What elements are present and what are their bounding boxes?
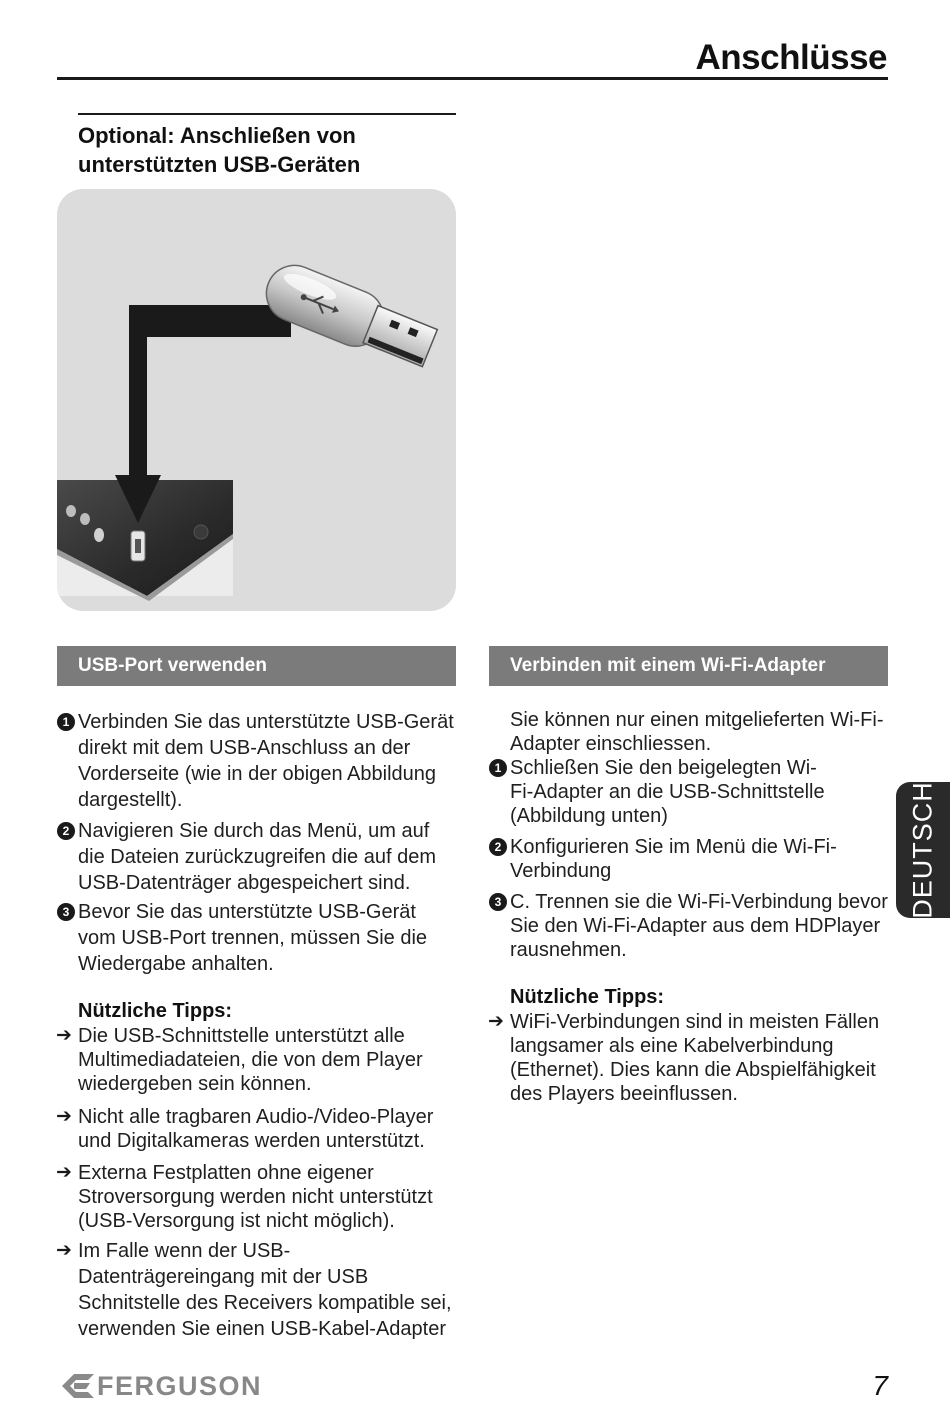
step-text-line: C. Trennen sie die Wi-Fi-Verbindung bevor: [510, 891, 888, 913]
list-item: [56, 1238, 458, 1342]
tip-text-line: und Digitalkameras werden unterstützt.: [78, 1130, 425, 1152]
intro-text-line: Sie können nur einen mitgelieferten Wi-Fi-: [510, 709, 884, 731]
step-text-line: die Dateien zurückzugreifen die auf dem: [78, 846, 436, 868]
usb-port-section-header: USB-Port verwenden: [57, 646, 456, 686]
tip-text-line: wiedergeben sein können.: [78, 1073, 312, 1095]
intro-text: [510, 708, 890, 756]
tip-text-line: (USB-Versorgung ist nicht möglich).: [78, 1210, 395, 1232]
step-text-line: Bevor Sie das unterstützte USB-Gerät: [78, 901, 416, 923]
list-item: [56, 1024, 458, 1096]
step-text-line: Wiedergabe anhalten.: [78, 953, 274, 975]
tip-text-line: verwenden Sie einen USB-Kabel-Adapter: [78, 1318, 446, 1340]
tip-text-line: Stroversorgung werden nicht unterstützt: [78, 1186, 433, 1208]
title-divider: [57, 77, 888, 80]
arrow-right-icon: ➔: [56, 1106, 72, 1127]
tip-text-line: Multimediadateien, die von dem Player: [78, 1049, 423, 1071]
step-text-line: rausnehmen.: [510, 939, 627, 961]
wifi-adapter-section-header: Verbinden mit einem Wi-Fi-Adapter: [489, 646, 888, 686]
tip-text-line: Nicht alle tragbaren Audio-/Video-Player: [78, 1106, 434, 1128]
section-divider: [78, 113, 456, 115]
tip-text-line: langsamer als eine Kabelverbindung: [510, 1035, 834, 1057]
step-text-line: direkt mit dem USB-Anschluss an der: [78, 737, 411, 759]
ferguson-logo-icon: [60, 1371, 96, 1401]
intro-text-line: Adapter einschliessen.: [510, 733, 712, 755]
language-tab-label: DEUTSCH: [907, 781, 938, 919]
step-number-badge: 3: [489, 893, 507, 911]
arrow-right-icon: ➔: [56, 1240, 72, 1261]
list-item: [62, 709, 458, 813]
tip-text-line: Externa Festplatten ohne eigener: [78, 1162, 374, 1184]
tip-text-line: WiFi-Verbindungen sind in meisten Fällen: [510, 1011, 880, 1033]
step-text-line: Verbindung: [510, 860, 612, 882]
list-item: [56, 1161, 458, 1233]
usb-connection-figure: [57, 189, 456, 611]
arrow-right-icon: ➔: [488, 1011, 504, 1032]
step-text-line: vom USB-Port trennen, müssen Sie die: [78, 927, 428, 949]
page-number: 7: [872, 1370, 888, 1401]
list-item: [62, 818, 458, 896]
list-item: [56, 1105, 458, 1153]
brand-name: FERGUSON: [97, 1371, 263, 1401]
step-number-badge: 1: [489, 759, 507, 777]
section-heading-line: unterstützten USB-Geräten: [78, 152, 361, 177]
list-item: [494, 890, 890, 962]
step-text-line: Schließen Sie den beigelegten Wi-: [510, 757, 817, 779]
step-text-line: Sie den Wi-Fi-Adapter aus dem HDPlayer: [510, 915, 881, 937]
list-item: [62, 899, 458, 977]
step-number-badge: 3: [57, 903, 75, 921]
language-tab: [896, 782, 950, 918]
tip-text-line: des Players beeinflussen.: [510, 1083, 738, 1105]
step-number-badge: 2: [489, 838, 507, 856]
section-heading: [78, 121, 468, 179]
list-item: [494, 835, 890, 883]
step-text-line: USB-Datenträger abgespeichert sind.: [78, 872, 411, 894]
step-text-line: Vorderseite (wie in der obigen Abbildung: [78, 763, 437, 785]
step-text-line: Verbinden Sie das unterstützte USB-Gerät: [78, 711, 454, 733]
arrow-right-icon: ➔: [56, 1025, 72, 1046]
step-text-line: Fi-Adapter an die USB-Schnittstelle: [510, 781, 825, 803]
section-heading-line: Optional: Anschließen von: [78, 123, 356, 148]
list-item: [488, 1010, 890, 1106]
step-text-line: (Abbildung unten): [510, 805, 668, 827]
step-text-line: Konfigurieren Sie im Menü die Wi-Fi-: [510, 836, 837, 858]
step-number-badge: 2: [57, 822, 75, 840]
tip-text-line: Im Falle wenn der USB-: [78, 1240, 291, 1262]
tip-text-line: Schnitstelle des Receivers kompatible sei,: [78, 1292, 452, 1314]
usb-connection-illustration: [57, 189, 456, 611]
list-item: [494, 756, 890, 828]
usb-stick-icon: [258, 257, 440, 374]
step-number-badge: 1: [57, 713, 75, 731]
tip-text-line: Die USB-Schnittstelle unterstützt alle: [78, 1025, 405, 1047]
tips-heading: Nützliche Tipps:: [78, 1000, 233, 1022]
tip-text-line: (Ethernet). Dies kann die Abspielfähigkeit: [510, 1059, 876, 1081]
page-title: Anschlüsse: [695, 38, 887, 77]
step-text-line: Navigieren Sie durch das Menü, um auf: [78, 820, 430, 842]
tip-text-line: Datenträgereingang mit der USB: [78, 1266, 369, 1288]
arrow-right-icon: ➔: [56, 1162, 72, 1183]
step-text-line: dargestellt).: [78, 789, 183, 811]
tips-heading: Nützliche Tipps:: [510, 986, 665, 1008]
